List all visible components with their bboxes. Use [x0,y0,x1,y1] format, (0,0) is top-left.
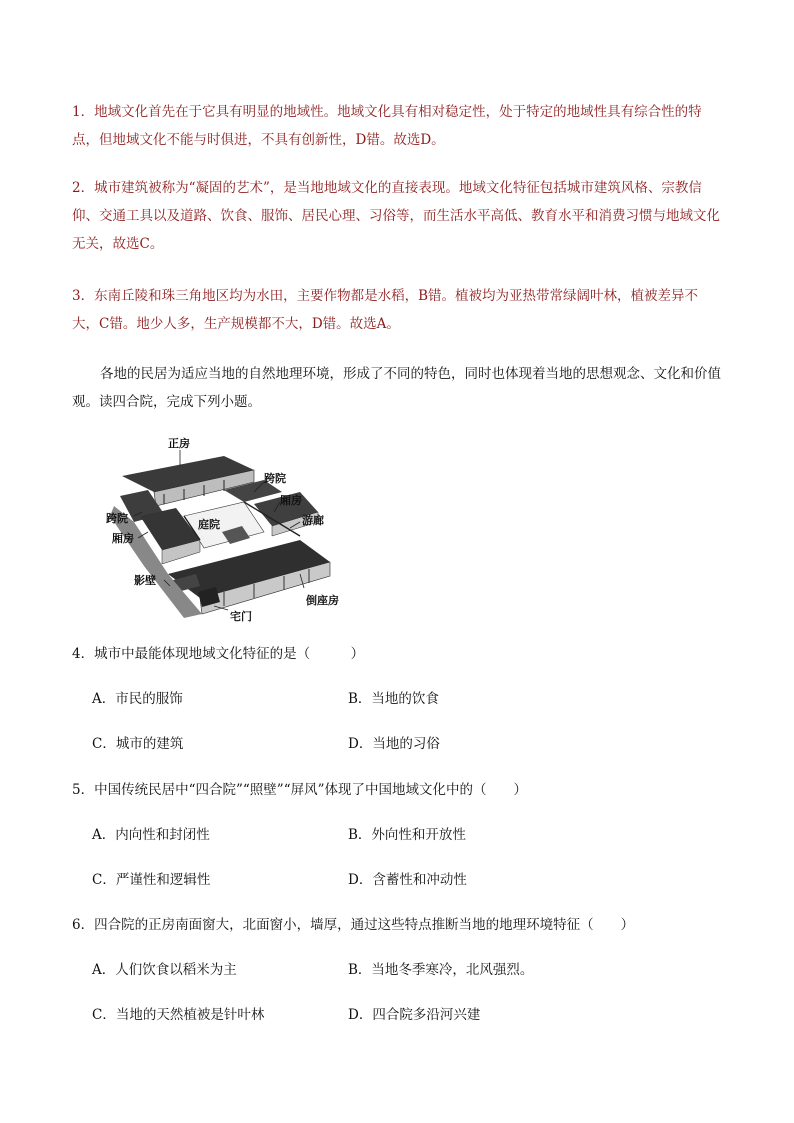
label-kuayuan-right: 跨院 [264,472,286,485]
label-zhengfang: 正房 [168,437,190,450]
label-daozuofang: 倒座房 [306,594,339,607]
question-4-stem: 4．城市中最能体现地域文化特征的是（ ） [72,646,365,662]
question-6-option-a[interactable]: A．人们饮食以稻米为主 [92,962,237,978]
question-5-option-a[interactable]: A．内向性和封闭性 [92,827,210,843]
question-4-option-d[interactable]: D．当地的习俗 [348,736,440,752]
question-4-option-a[interactable]: A．市民的服饰 [92,691,183,707]
question-6-option-c[interactable]: C．当地的天然植被是针叶林 [92,1007,265,1023]
question-4-option-c[interactable]: C．城市的建筑 [92,736,184,752]
answer-explanation-3: 3．东南丘陵和珠三角地区均为水田，主要作物都是水稻，B错。植被均为亚热带常绿阔叶林，植被差异不大，C错。地少人多，生产规模都不大，D错。故选A。 [72,288,699,332]
question-6-option-d[interactable]: D．四合院多沿河兴建 [348,1007,481,1023]
label-zhaimen: 宅门 [230,610,252,623]
label-yingbi: 影壁 [134,574,156,587]
question-4-option-b[interactable]: B．当地的饮食 [348,691,439,707]
siheyuan-illustration [104,436,348,624]
question-6-stem: 6．四合院的正房南面窗大，北面窗小，墙厚，通过这些特点推断当地的地理环境特征（ ） [72,917,635,933]
question-5-option-b[interactable]: B．外向性和开放性 [348,827,466,843]
label-tingyuan: 庭院 [198,518,220,531]
question-5-stem: 5．中国传统民居中“四合院”“照壁”“屏风”体现了中国地域文化中的（ ） [72,782,527,798]
question-5-option-d[interactable]: D．含蓄性和冲动性 [348,872,467,888]
label-xiangfang-right: 厢房 [280,494,302,507]
answer-explanation-1: 1．地域文化首先在于它具有明显的地域性。地域文化具有相对稳定性，处于特定的地域性具有综合性的特点，但地域文化不能与时俱进，不具有创新性，D错。故选D。 [72,104,702,148]
label-youlang: 游廊 [302,514,324,527]
label-kuayuan-left: 跨院 [106,512,128,525]
question-5-option-c[interactable]: C．严谨性和逻辑性 [92,872,211,888]
answer-explanation-2: 2．城市建筑被称为“凝固的艺术”，是当地地域文化的直接表现。地域文化特征包括城市建筑风格、宗教信仰、交通工具以及道路、饮食、服饰、居民心理、习俗等，而生活水平高低、教育水平和消费习惯与地域文化无关，故选C。 [72,180,720,252]
label-xiangfang-left: 厢房 [112,532,134,545]
question-intro: 各地的民居为适应当地的自然地理环境，形成了不同的特色，同时也体现着当地的思想观念、文化和价值观。读四合院，完成下列小题。 [72,366,721,410]
question-6-option-b[interactable]: B．当地冬季寒冷，北风强烈。 [348,962,534,978]
